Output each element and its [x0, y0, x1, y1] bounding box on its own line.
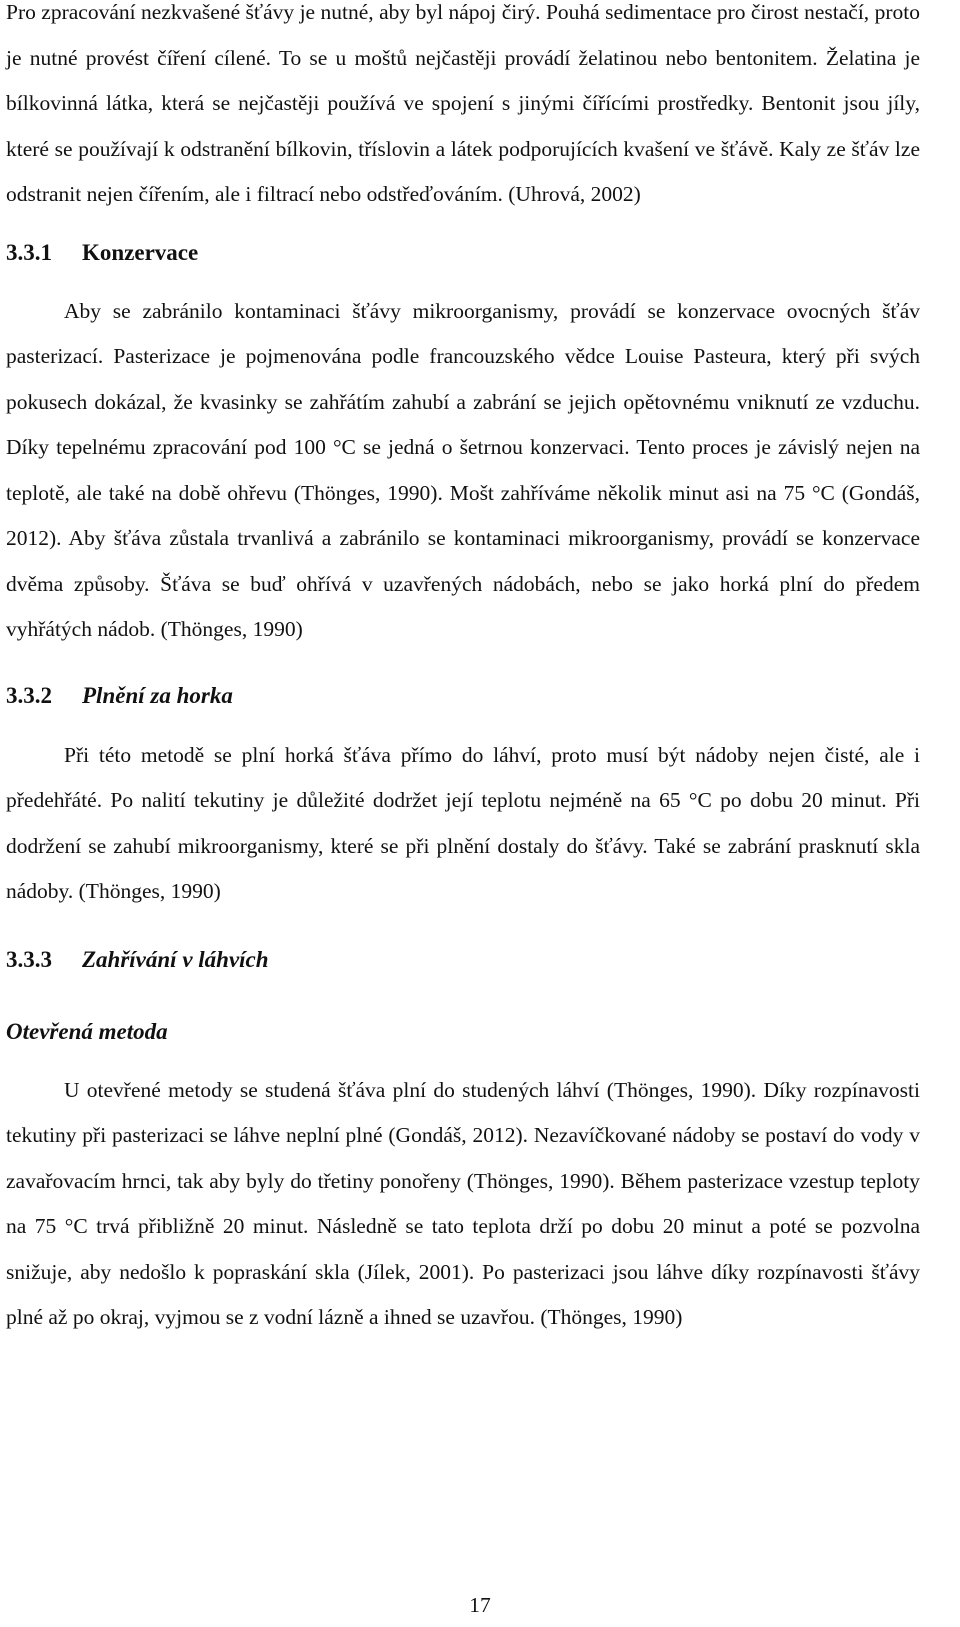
- heading-3-3-3: [6, 945, 920, 975]
- heading-number: 3.3.3: [6, 946, 52, 972]
- heading-number: 3.3.2: [6, 682, 52, 708]
- heading-title: Konzervace: [82, 239, 199, 265]
- heading-title: Zahřívání v láhvích: [82, 946, 269, 972]
- paragraph-conservation: Aby se zabránilo kontaminaci šťávy mikroorganismy, provádí se konzervace ovocných šťáv pasterizací. Pasterizace je pojmenována podle francouzského vědce Louise Pasteura, který při svých pokusech dokázal, že kvasinky se zahřátím zahubí a zabrání se jejich opětovnému vniknutí ze vzduchu. Díky tepelnému zpracování pod 100 °C se jedná o šetrnou konzervaci. Tento proces je závislý nejen na teplotě, ale také na době ohřevu (Thönges, 1990). Mošt zahříváme několik minut asi na 75 °C (Gondáš, 2012). Aby šťáva zůstala trvanlivá a zabránilo se kontaminaci mikroorganismy, provádí se konzervace dvěma způsoby. Šťáva se buď ohřívá v uzavřených nádobách, nebo se jako horká plní do předem vyhřátých nádob. (Thönges, 1990): [6, 298, 920, 641]
- heading-title: Plnění za horka: [82, 682, 233, 708]
- paragraph-hot-filling: Při této metodě se plní horká šťáva přímo do láhví, proto musí být nádoby nejen čisté, ale i předehřáté. Po nalití tekutiny je důležité dodržet její teplotu nejméně na 65 °C po dobu 20 minut. Při dodržení se zahubí mikroorganismy, které se při plnění dostaly do šťávy. Také se zabrání prasknutí skla nádoby. (Thönges, 1990): [6, 742, 920, 903]
- heading-number: 3.3.1: [6, 239, 52, 265]
- paragraph-open-method: U otevřené metody se studená šťáva plní do studených láhví (Thönges, 1990). Díky rozpínavosti tekutiny při pasterizaci se láhve neplní plné (Gondáš, 2012). Nezavíčkované nádoby se postaví do vody v zavařovacím hrnci, tak aby byly do třetiny ponořeny (Thönges, 1990). Během pasterizace vzestup teploty na 75 °C trvá přibližně 20 minut. Následně se tato teplota drží po dobu 20 minut a poté se pozvolna snižuje, aby nedošlo k popraskání skla (Jílek, 2001). Po pasterizaci jsou láhve díky rozpínavosti šťávy plné až po okraj, vyjmou se z vodní lázně a ihned se uzavřou. (Thönges, 1990): [6, 1077, 920, 1329]
- subheading-open-method: Otevřená metoda: [6, 1018, 168, 1044]
- heading-3-3-1: [6, 238, 920, 268]
- page-number: 17: [469, 1593, 491, 1617]
- heading-3-3-2: [6, 681, 920, 711]
- document-page: [6, 0, 920, 1341]
- paragraph-clarification: Pro zpracování nezkvašené šťávy je nutné, aby byl nápoj čirý. Pouhá sedimentace pro čirost nestačí, proto je nutné provést číření cílené. To se u moštů nejčastěji provádí želatinou nebo bentonitem. Želatina je bílkovinná látka, která se nejčastěji používá ve spojení s jinými čířícími prostředky. Bentonit jsou jíly, které se používají k odstranění bílkovin, tříslovin a látek podporujících kvašení ve šťávě. Kaly ze šťáv lze odstranit nejen čířením, ale i filtrací nebo odstřeďováním. (Uhrová, 2002): [6, 0, 920, 206]
